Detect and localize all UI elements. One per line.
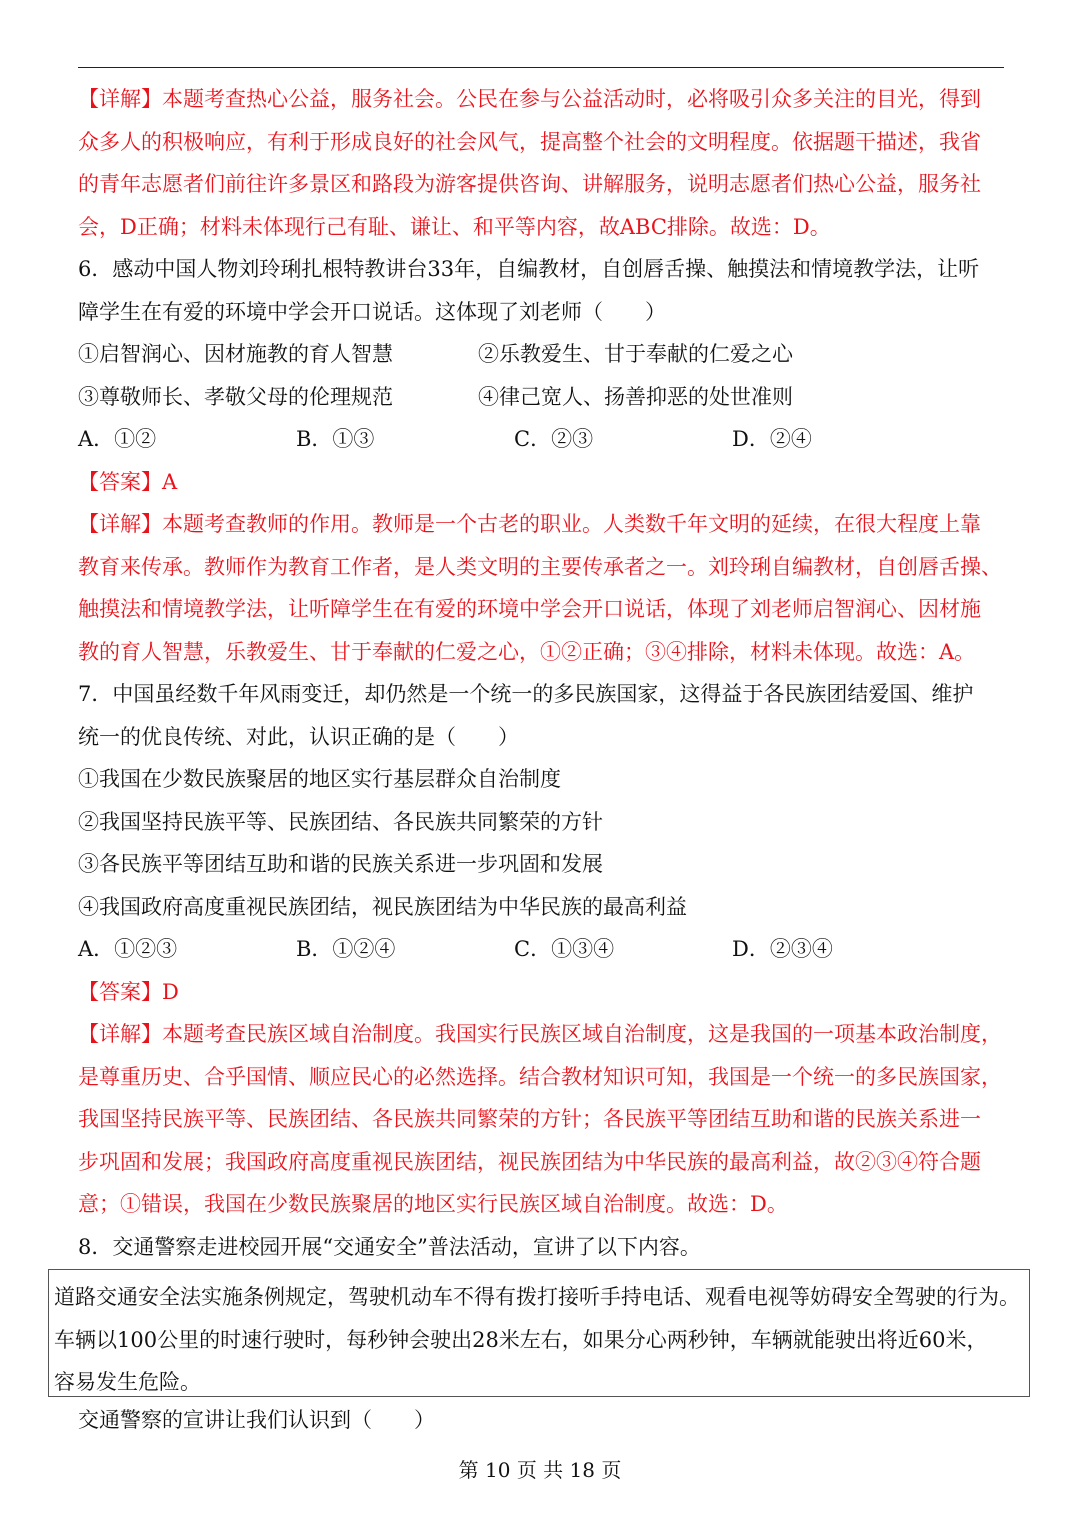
q6-answer: 【答案】A	[78, 469, 178, 494]
q7-explain-line: 是尊重历史、合乎国情、顺应民心的必然选择。结合教材知识可知，我国是一个统一的多民族国家，	[78, 1064, 1002, 1089]
q6-option-a: A．①②	[78, 427, 157, 451]
page-content	[78, 78, 1004, 1268]
q7-explain-line: 步巩固和发展；我国政府高度重视民族团结，视民族团结为中华民族的最高利益，故②③④符合题	[78, 1149, 981, 1174]
q6-options	[78, 418, 1004, 461]
q7-explain-line: 意；①错误，我国在少数民族聚居的地区实行民族区域自治制度。故选：D。	[78, 1192, 788, 1216]
question-7	[78, 673, 1004, 1226]
q6-explain-line: 教的育人智慧，乐教爱生、甘于奉献的仁爱之心，①②正确；③④排除，材料未体现。故选：A。	[78, 639, 976, 664]
q6-statement: ①启智润心、因材施教的育人智慧	[78, 342, 393, 366]
q6-statements-row	[78, 333, 1004, 376]
q8-stem: 8．交通警察走进校园开展“交通安全”普法活动，宣讲了以下内容。	[78, 1234, 701, 1259]
q7-stem-line: 统一的优良传统、对此，认识正确的是（ ）	[78, 724, 519, 749]
q7-explain-line: 我国坚持民族平等、民族团结、各民族共同繁荣的方针；各民族平等团结互助和谐的民族关系进一	[78, 1107, 981, 1131]
q8-material-box	[48, 1269, 1030, 1397]
q6-statement: ③尊敬师长、孝敬父母的伦理规范	[78, 384, 393, 409]
q6-statement: ②乐教爱生、甘于奉献的仁爱之心	[478, 342, 793, 366]
q7-option-b: B．①②④	[296, 937, 396, 961]
q7-option-d: D．②③④	[732, 937, 833, 961]
q5-explain-line: 【详解】本题考查热心公益，服务社会。公民在参与公益活动时，必将吸引众多关注的目光，得到	[78, 87, 981, 111]
q5-explain-line: 众多人的积极响应，有利于形成良好的社会风气，提高整个社会的文明程度。依据题干描述，我省	[78, 129, 981, 154]
q7-statement: ③各民族平等团结互助和谐的民族关系进一步巩固和发展	[78, 852, 603, 876]
q6-explain-line: 教育来传承。教师作为教育工作者，是人类文明的主要传承者之一。刘玲琍自编教材，自创唇舌操、	[78, 554, 1002, 579]
q5-explain-line: 的青年志愿者们前往许多景区和路段为游客提供咨询、讲解服务，说明志愿者们热心公益，服务社	[78, 172, 981, 196]
q7-statement: ④我国政府高度重视民族团结，视民族团结为中华民族的最高利益	[78, 894, 687, 919]
q7-explain-line: 【详解】本题考查民族区域自治制度。我国实行民族区域自治制度，这是我国的一项基本政治制度，	[78, 1022, 1002, 1046]
q6-stem-line: 6．感动中国人物刘玲琍扎根特教讲台33年，自编教材，自创唇舌操、触摸法和情境教学法，让听	[78, 257, 980, 281]
q5-explain-line: 会，D正确；材料未体现行己有耻、谦让、和平等内容，故ABC排除。故选：D。	[78, 214, 831, 239]
q6-statement: ④律己宽人、扬善抑恶的处世准则	[478, 384, 793, 409]
q6-explain-line: 【详解】本题考查教师的作用。教师是一个古老的职业。人类数千年文明的延续，在很大程度上靠	[78, 512, 981, 536]
q8-material-line: 车辆以100公里的时速行驶时，每秒钟会驶出28米左右，如果分心两秒钟，车辆就能驶出将近60米，	[54, 1327, 988, 1352]
q6-statements-row	[78, 376, 1004, 419]
header-rule	[78, 67, 1004, 68]
q7-statement: ②我国坚持民族平等、民族团结、各民族共同繁荣的方针	[78, 809, 603, 834]
q6-option-d: D．②④	[732, 427, 812, 451]
page-footer: 第 10 页 共 18 页	[458, 1458, 622, 1482]
q8-material-line: 容易发生危险。	[54, 1370, 201, 1394]
q7-option-a: A．①②③	[78, 937, 178, 961]
q7-stem-line: 7．中国虽经数千年风雨变迁，却仍然是一个统一的多民族国家，这得益于各民族团结爱国、维护	[78, 682, 974, 706]
q7-options	[78, 928, 1004, 971]
q8-material-line: 道路交通安全法实施条例规定，驾驶机动车不得有拨打接听手持电话、观看电视等妨碍安全驾驶的行为。	[54, 1285, 1020, 1309]
q6-option-c: C．②③	[514, 427, 594, 451]
q6-explain-line: 触摸法和情境教学法，让听障学生在有爱的环境中学会开口说话，体现了刘老师启智润心、因材施	[78, 597, 981, 621]
question-6	[78, 248, 1004, 673]
q8-question: 交通警察的宣讲让我们认识到（ ）	[78, 1408, 435, 1432]
q7-answer: 【答案】D	[78, 979, 179, 1004]
q7-option-c: C．①③④	[514, 937, 615, 961]
q5-explanation	[78, 78, 1004, 248]
q6-option-b: B．①③	[296, 427, 375, 451]
q6-stem-line: 障学生在有爱的环境中学会开口说话。这体现了刘老师（ ）	[78, 299, 666, 324]
q7-statement: ①我国在少数民族聚居的地区实行基层群众自治制度	[78, 767, 561, 791]
